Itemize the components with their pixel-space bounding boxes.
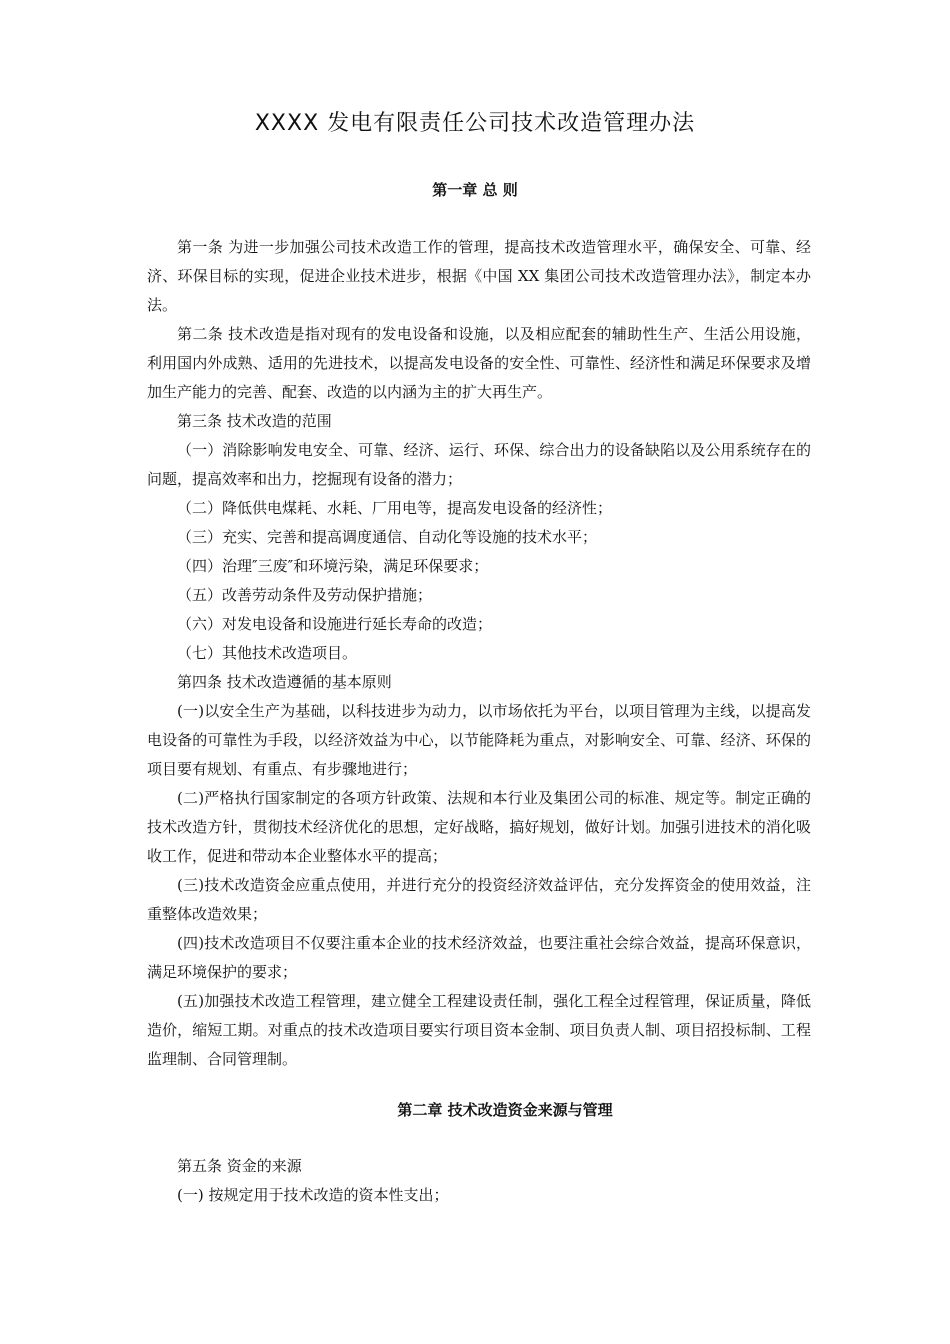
chapter-2-heading: 第二章 技术改造资金来源与管理 [397,1101,613,1119]
article-4-item-3: (三)技术改造资金应重点使用，并进行充分的投资经济效益评估，充分发挥资金的使用效益，注重整体改造效果； [147,876,811,923]
chapter-1-body [147,233,811,1074]
article-3-item-5: （五）改善劳动条件及劳动保护措施； [177,586,433,604]
article-3-item-2: （二）降低供电煤耗、水耗、厂用电等，提高发电设备的经济性； [177,499,613,517]
chapter-1-heading: 第一章 总 则 [432,181,518,199]
article-4-item-2: (二)严格执行国家制定的各项方针政策、法规和本行业及集团公司的标准、规定等。制定正确的技术改造方针，贯彻技术经济优化的思想，定好战略，搞好规划，做好计划。加强引进技术的消化吸收工作，促进和带动本企业整体水平的提高； [147,789,811,865]
article-4-heading: 第四条 技术改造遵循的基本原则 [177,673,392,691]
article-3-item-6: （六）对发电设备和设施进行延长寿命的改造； [177,615,493,633]
article-3-item-1: （一）消除影响发电安全、可靠、经济、运行、环保、综合出力的设备缺陷以及公用系统存在的问题，提高效率和出力，挖掘现有设备的潜力； [147,441,811,488]
article-4-item-4: (四)技术改造项目不仅要注重本企业的技术经济效益，也要注重社会综合效益，提高环保意识，满足环境保护的要求； [147,934,811,981]
article-2: 第二条 技术改造是指对现有的发电设备和设施，以及相应配套的辅助性生产、生活公用设施，利用国内外成熟、适用的先进技术，以提高发电设备的安全性、可靠性、经济性和满足环保要求及增加生产能力的完善、配套、改造的以内涵为主的扩大再生产。 [147,325,811,401]
article-5-item-1: (一) 按规定用于技术改造的资本性支出； [177,1186,449,1204]
chapter-2-body [147,1152,811,1210]
article-3-item-3: （三）充实、完善和提高调度通信、自动化等设施的技术水平； [177,528,598,546]
article-3-item-4: （四）治理″三废″和环境污染，满足环保要求； [177,557,489,575]
article-5-heading: 第五条 资金的来源 [177,1157,302,1175]
article-1: 第一条 为进一步加强公司技术改造工作的管理，提高技术改造管理水平，确保安全、可靠、经济、环保目标的实现，促进企业技术进步，根据《中国 XX 集团公司技术改造管理办法》，制定本办法。 [147,238,811,314]
article-4-item-1: (一)以安全生产为基础，以科技进步为动力，以市场依托为平台，以项目管理为主线，以提高发电设备的可靠性为手段，以经济效益为中心，以节能降耗为重点，对影响安全、可靠、经济、环保的项目要有规划、有重点、有步骤地进行； [147,702,811,778]
article-3-item-7: （七）其他技术改造项目。 [177,644,358,662]
article-3-heading: 第三条 技术改造的范围 [177,412,332,430]
article-4-item-5: (五)加强技术改造工程管理，建立健全工程建设责任制，强化工程全过程管理，保证质量，降低造价，缩短工期。对重点的技术改造项目要实行项目资本金制、项目负责人制、项目招投标制、工程监理制、合同管理制。 [147,992,811,1068]
document-title: XXXX 发电有限责任公司技术改造管理办法 [254,111,696,136]
